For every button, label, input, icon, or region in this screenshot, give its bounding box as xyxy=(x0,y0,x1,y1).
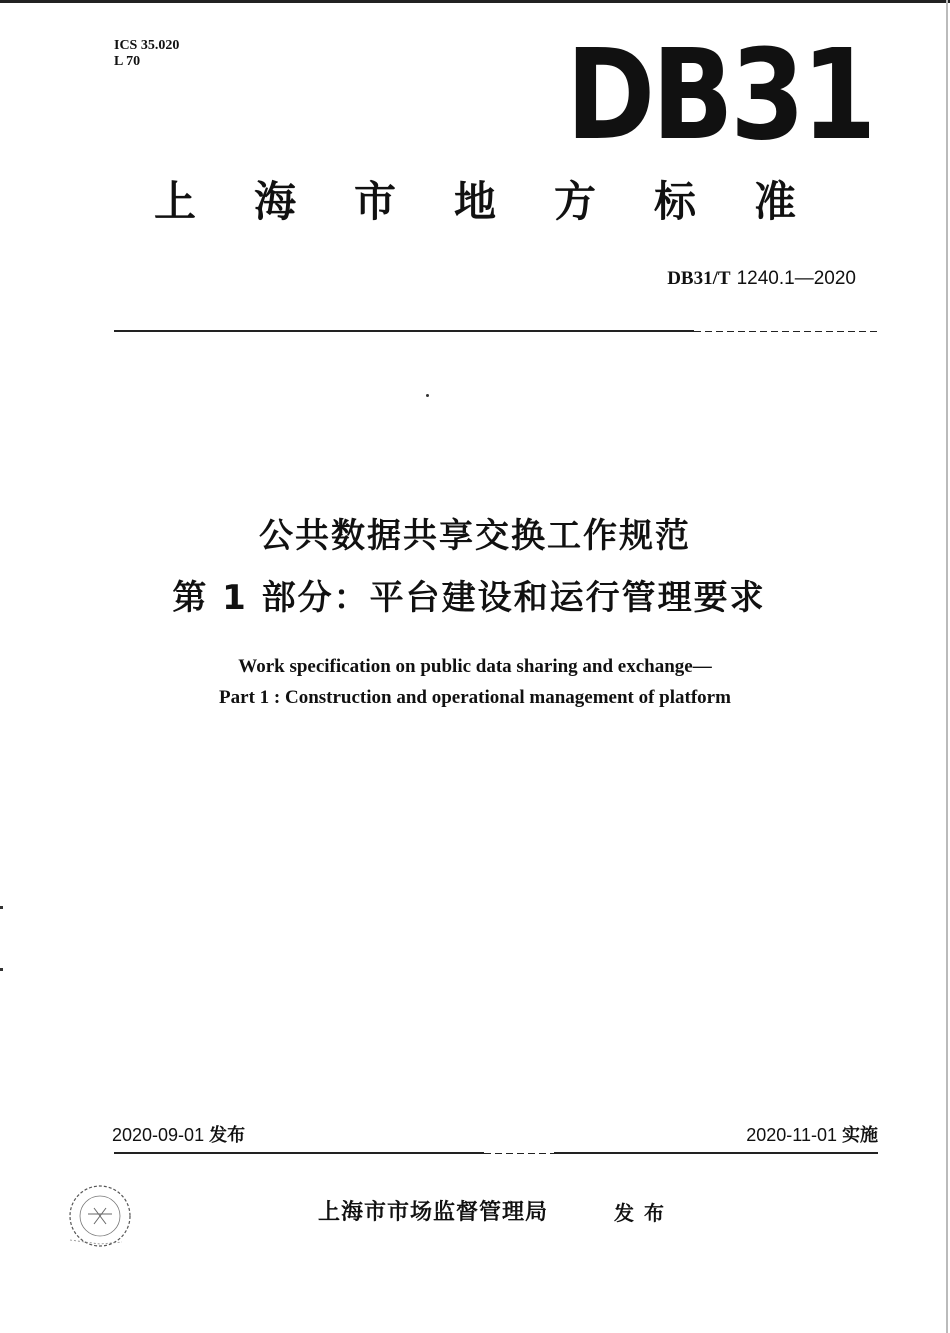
title-cn-line2: 第 1 部分：平台建设和运行管理要求 xyxy=(172,578,766,618)
class-code: L 70 xyxy=(114,54,141,69)
standard-type-heading xyxy=(0,176,950,228)
standard-code-number: 1240.1—2020 xyxy=(736,268,856,289)
standard-char: 地 xyxy=(453,177,496,226)
db31-logo: DB31 xyxy=(566,23,874,168)
publish-date xyxy=(112,1122,245,1149)
scan-mark xyxy=(0,906,3,909)
scan-mark xyxy=(0,968,3,971)
standard-char: 市 xyxy=(353,177,396,226)
title-cn-line1: 公共数据共享交换工作规范 xyxy=(259,516,691,556)
footer-divider xyxy=(114,1152,484,1154)
standard-char: 上 xyxy=(153,177,196,226)
seal-stamp-icon xyxy=(60,1180,140,1260)
issue-word: 发布 xyxy=(614,1201,674,1225)
implement-date xyxy=(746,1122,878,1149)
standard-code xyxy=(667,266,856,291)
top-border xyxy=(0,0,950,3)
classification-codes xyxy=(114,38,179,70)
standard-code-prefix: DB31/T xyxy=(667,268,731,289)
header-divider-dashed xyxy=(694,331,878,332)
standard-char: 准 xyxy=(754,177,797,226)
title-en-line1: Work specification on public data sharing and exchange— xyxy=(238,656,712,677)
implement-label: 实施 xyxy=(842,1125,878,1146)
standard-char: 海 xyxy=(253,177,296,226)
ics-code: ICS 35.020 xyxy=(114,38,180,53)
scan-dot xyxy=(426,394,429,397)
footer-divider-right xyxy=(554,1152,878,1154)
standard-char: 方 xyxy=(554,177,597,226)
issuer-name: 上海市市场监督管理局 xyxy=(318,1200,549,1225)
publish-date-value: 2020-09-01 xyxy=(112,1125,205,1145)
standard-char: 标 xyxy=(654,177,697,226)
title-en-line2: Part 1 : Construction and operational management of platform xyxy=(219,687,731,708)
implement-date-value: 2020-11-01 xyxy=(746,1125,837,1145)
header-divider xyxy=(114,330,694,332)
footer-divider-dashed xyxy=(484,1153,554,1154)
publish-label: 发布 xyxy=(209,1125,246,1146)
